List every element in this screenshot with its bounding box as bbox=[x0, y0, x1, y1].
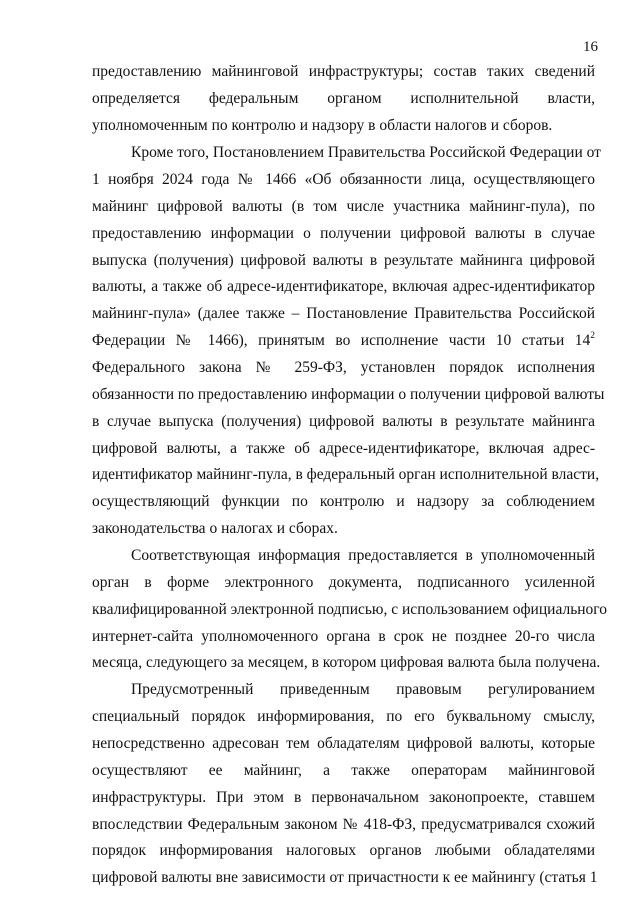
paragraph-first-line: Соответствующая информация предоставляется в уполномоченный bbox=[131, 547, 595, 564]
text-line: майнинг цифровой валюты (в том числе участника майнинг-пула), по bbox=[92, 198, 595, 215]
text-line: предоставлению информации о получении цифровой валюты в случае bbox=[92, 225, 595, 242]
text-line: осуществляющий функции по контролю и надзору за соблюдением bbox=[92, 493, 595, 510]
text-line: орган в форме электронного документа, подписанного усиленной bbox=[92, 574, 595, 591]
text-line: определяется федеральным органом исполнительной власти, bbox=[92, 90, 595, 107]
text-line: впоследствии Федеральным законом № 418-ФЗ, предусматривался схожий bbox=[92, 816, 595, 833]
text-line: непосредственно адресован тем обладателям цифровой валюты, которые bbox=[92, 735, 595, 752]
text-line: цифровой валюты вне зависимости от причастности к ее майнингу (статья 1 bbox=[92, 869, 598, 886]
text-line: Федерального закона № 259-ФЗ, установлен порядок исполнения bbox=[92, 359, 595, 376]
text-line: инфраструктуры. При этом в первоначальном законопроекте, ставшем bbox=[92, 789, 595, 806]
text-line: валюты, а также об адресе-идентификаторе, включая адрес-идентификатор bbox=[92, 278, 595, 295]
superscript: 2 bbox=[590, 331, 595, 341]
text-line: майнинг-пула» (далее также – Постановление Правительства Российской bbox=[92, 305, 595, 322]
text-line-with-superscript bbox=[92, 331, 595, 351]
text-line: предоставлению майнинговой инфраструктуры; состав таких сведений bbox=[92, 63, 595, 80]
text-line: квалифицированной электронной подписью, с использованием официального bbox=[92, 601, 608, 618]
paragraph-first-line: Кроме того, Постановлением Правительства Российской Федерации от bbox=[131, 144, 601, 161]
text-line: в случае выпуска (получения) цифровой валюты в результате майнинга bbox=[92, 413, 595, 430]
text-line: цифровой валюты, а также об адресе-идентификаторе, включая адрес- bbox=[92, 440, 595, 457]
text-line: обязанности по предоставлению информации о получении цифровой валюты bbox=[92, 386, 605, 403]
paragraph-first-line: Предусмотренный приведенным правовым регулированием bbox=[131, 681, 595, 698]
text-line: идентификатор майнинг-пула, в федеральный орган исполнительной власти, bbox=[92, 466, 600, 483]
text-line: 1 ноября 2024 года № 1466 «Об обязанности лица, осуществляющего bbox=[92, 171, 595, 188]
text-line: законодательства о налогах и сборах. bbox=[92, 520, 338, 537]
text-segment: Федерации № 1466), принятым во исполнение части 10 статьи 14 bbox=[92, 332, 591, 349]
text-line: выпуска (получения) цифровой валюты в результате майнинга цифровой bbox=[92, 252, 595, 269]
text-line: интернет-сайта уполномоченного органа в срок не позднее 20-го числа bbox=[92, 628, 595, 645]
text-line: уполномоченным по контролю и надзору в области налогов и сборов. bbox=[92, 117, 553, 134]
text-line: осуществляют ее майнинг, а также операторам майнинговой bbox=[92, 762, 595, 779]
text-line: месяца, следующего за месяцем, в котором цифровая валюта была получена. bbox=[92, 654, 601, 671]
text-line: порядок информирования налоговых органов любыми обладателями bbox=[92, 842, 595, 859]
text-line: специальный порядок информирования, по его буквальному смыслу, bbox=[92, 708, 595, 725]
page-number: 16 bbox=[583, 39, 598, 55]
